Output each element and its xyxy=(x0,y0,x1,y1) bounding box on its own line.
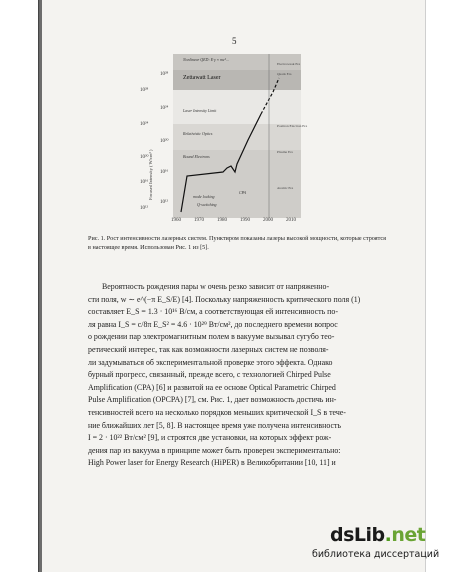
x-tick: 1970 xyxy=(194,218,204,223)
label-electroweak-era: Electroweak Era xyxy=(277,62,301,66)
text-line: бурный прогресс, связанный, прежде всего, с технологией Chirped Pulse xyxy=(88,370,331,380)
y-tick-inner: 10²⁴ xyxy=(160,106,169,111)
label-laser-limit: Laser Intensity Limit xyxy=(183,108,217,113)
text-line: Pulse Amplification (OPCPA) [7], см. Рис. 1, дает возможность достичь ин- xyxy=(88,395,337,405)
text-line: High Power laser for Energy Research (HiPER) в Великобритании [10, 11] и xyxy=(88,458,336,468)
text-line: ретический интерес, так как возможности лазерных систем не позволя- xyxy=(88,344,329,354)
text-line: ля равна I_S = c/8π E_S² = 4.6 · 10²⁹ Вт/см², до последнего времени вопрос xyxy=(88,319,338,329)
y-tick: 10¹² xyxy=(140,206,148,211)
label-q-switching: Q-switching xyxy=(197,202,217,207)
y-tick: 10²⁰ xyxy=(140,155,149,160)
text-line: сти поля, w ∼ e^(−π E_S/E) [4]. Поскольку напряженность критического поля (1) xyxy=(88,294,361,304)
label-cpa: CPA xyxy=(239,190,247,195)
figure-caption: Рис. 1. Рост интенсивности лазерных систем. Пунктиром показаны лазеры высокой мощности, которые строятся в настоящее время. Использован Рис. 1 из [5]. xyxy=(88,235,386,251)
y-tick-inner: 10²⁸ xyxy=(160,72,169,77)
intensity-line-projected xyxy=(261,78,279,114)
y-tick: 10¹⁶ xyxy=(140,180,149,185)
text-line: Вероятность рождения пары w очень резко зависит от напряженно- xyxy=(102,282,330,291)
label-relativistic: Relativistic Optics xyxy=(183,131,213,136)
y-axis-label: Focused Intensity ( W/cm² ) xyxy=(148,149,153,200)
label-bound-electrons: Bound Electrons xyxy=(183,154,210,159)
label-positron-era: Positron Electron Era xyxy=(277,124,308,128)
text-line: Amplification (CPA) [6] и развитой на ее основе Optical Parametric Chirped xyxy=(88,382,336,392)
y-tick-inner: 10²⁰ xyxy=(160,139,169,144)
dslib-subtitle: библиотека диссертаций xyxy=(312,549,440,560)
body-paragraph xyxy=(88,281,390,470)
y-tick-inner: 10¹⁶ xyxy=(160,170,169,175)
text-line: о рождении пар электромагнитным полем в вакууме вызывал сугубо тео- xyxy=(88,332,335,342)
text-line: I = 2 · 10²² Вт/см² [9], и строятся две установки, на которых эффект рож- xyxy=(88,433,332,443)
page-number: 5 xyxy=(232,36,237,46)
intensity-growth-figure xyxy=(138,50,310,226)
y-tick-inner: 10¹² xyxy=(160,200,168,205)
text-line: тенсивностей всего на несколько порядков меньших критической I_S в тече- xyxy=(88,407,346,417)
text-line: дения пар из вакуума в принципе может быть проверен экспериментально: xyxy=(88,445,341,455)
x-tick: 1990 xyxy=(240,218,250,223)
y-tick: 10²⁴ xyxy=(140,122,149,127)
label-quark-era: Quark Era xyxy=(277,72,292,76)
label-mode-locking: mode locking xyxy=(193,194,215,199)
dslib-logo: dsLib.net xyxy=(330,524,426,546)
x-tick: 2000 xyxy=(263,218,273,223)
label-nonlinear-qed: Nonlinear QED: E·γ ≈ mc²... xyxy=(183,57,229,62)
x-tick: 1960 xyxy=(171,218,181,223)
label-zettawatt: Zettawatt Laser xyxy=(183,75,221,81)
text-line: ли задумываться об экспериментальной проверке этого эффекта. Однако xyxy=(88,357,333,367)
y-tick: 10²⁸ xyxy=(140,88,149,93)
text-line: ние ближайших лет [5, 8]. В настоящее время уже получена интенсивность xyxy=(88,420,342,430)
x-tick: 2010 xyxy=(286,218,296,223)
label-atomic-era: Atomic Era xyxy=(277,186,294,190)
plot-area xyxy=(173,54,308,218)
label-plasma-era: Plasma Era xyxy=(277,150,293,154)
text-line: составляет E_S = 1.3 · 10¹⁶ В/см, а соответствующая ей интенсивность по- xyxy=(88,307,338,317)
x-tick: 1980 xyxy=(217,218,227,223)
dslib-watermark[interactable] xyxy=(308,524,448,568)
